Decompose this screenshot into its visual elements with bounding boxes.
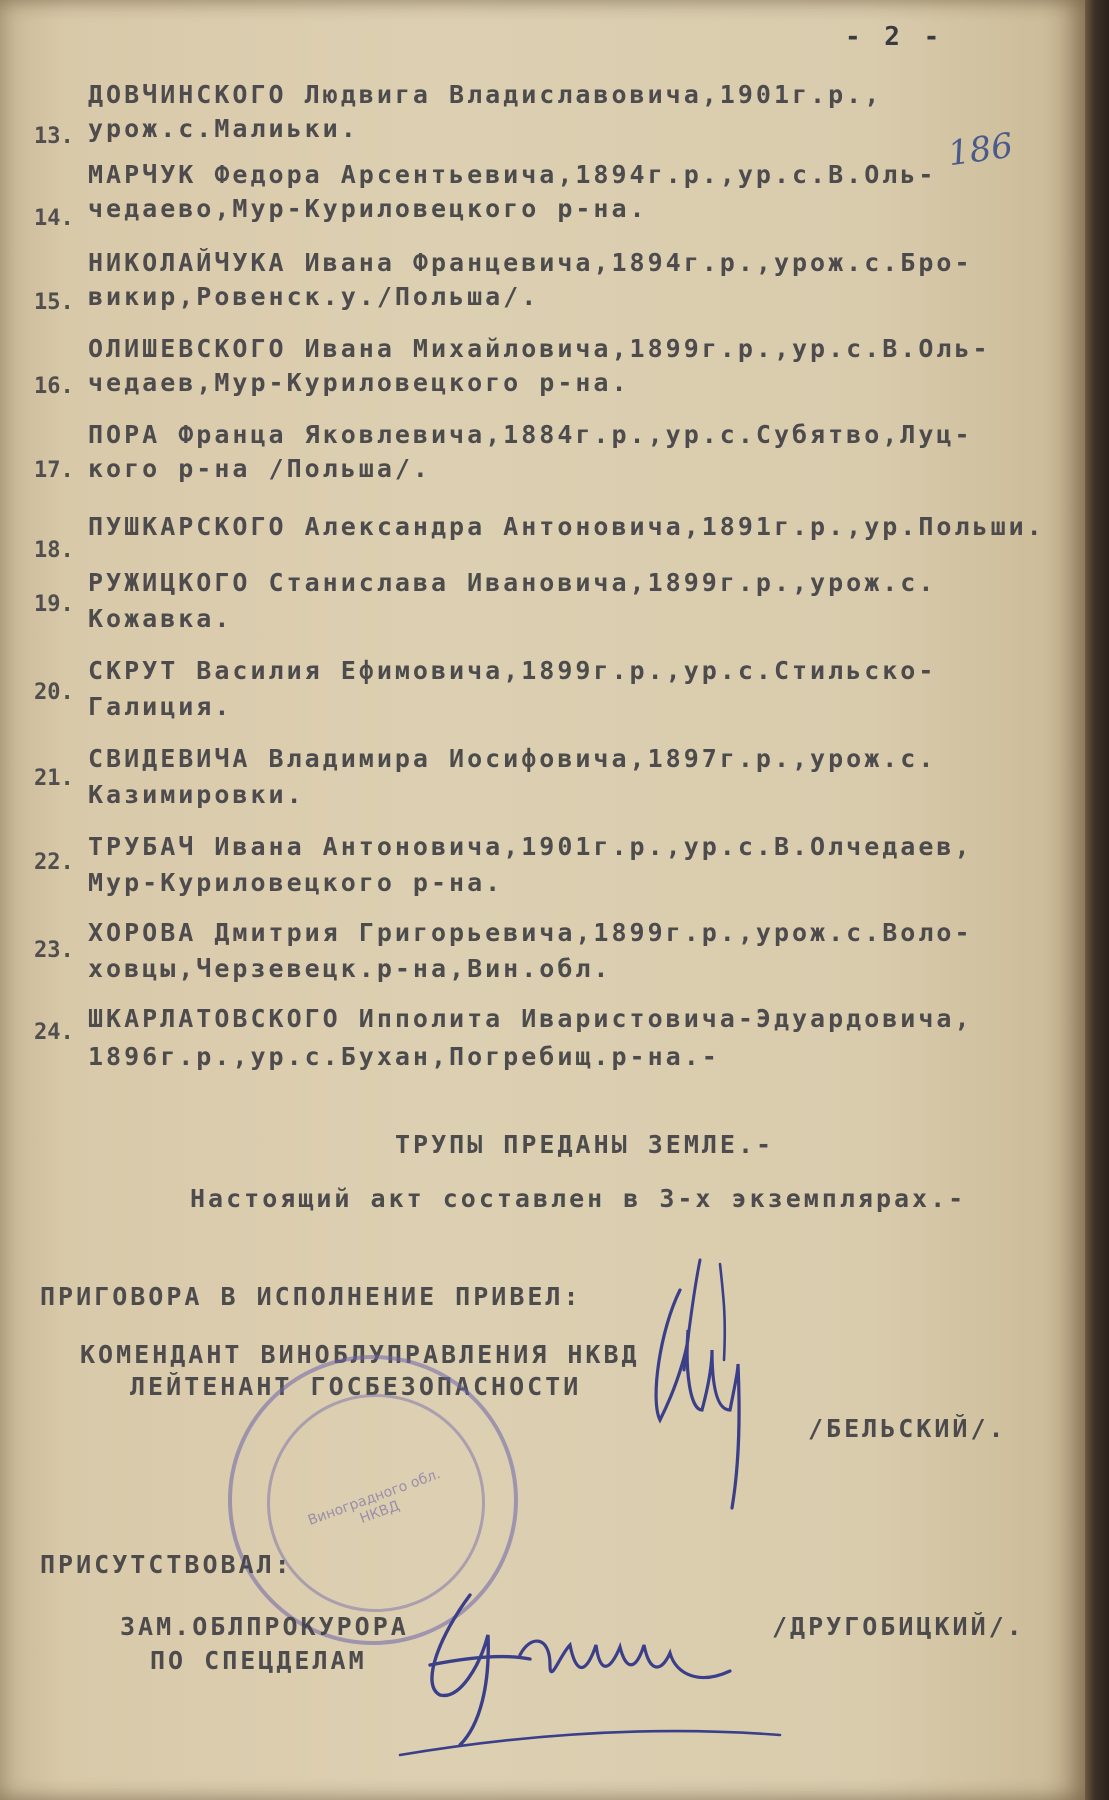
entry-17-number: 17. — [34, 458, 74, 483]
archive-number-note: 186 — [945, 125, 1016, 175]
act-copies-line: Настоящий акт составлен в 3-х экземплярах.- — [190, 1184, 967, 1213]
entry-13-line1: ДОВЧИНСКОГО Людвига Владиславовича,1901г.р., — [88, 80, 883, 109]
witness-title-2: ПО СПЕЦДЕЛАМ — [150, 1646, 367, 1675]
entry-20-line1: СКРУТ Василия Ефимовича,1899г.р.,ур.с.Стильско- — [88, 656, 937, 685]
entry-15-line1: НИКОЛАЙЧУКА Ивана Францевича,1894г.р.,урож.с.Бро- — [88, 248, 973, 277]
page-number: - 2 - — [845, 22, 944, 52]
entry-13-number: 13. — [34, 124, 74, 149]
entry-19-number: 19. — [34, 592, 74, 617]
witness-title-1: ЗАМ.ОБЛПРОКУРОРА — [120, 1612, 409, 1641]
entry-15-line2: викир,Ровенск.у./Польша/. — [88, 282, 540, 311]
entry-23-number: 23. — [34, 938, 74, 963]
entry-21-line2: Казимировки. — [88, 780, 305, 809]
entry-16-number: 16. — [34, 374, 74, 399]
bodies-buried-line: ТРУПЫ ПРЕДАНЫ ЗЕМЛЕ.- — [395, 1130, 775, 1159]
executor-title-2: ЛЕЙТЕНАНТ ГОСБЕЗОПАСНОСТИ — [130, 1372, 582, 1401]
executor-title-1: КОМЕНДАНТ ВИНОБЛУПРАВЛЕНИЯ НКВД — [80, 1340, 640, 1369]
entry-14-number: 14. — [34, 206, 74, 231]
entry-15-number: 15. — [34, 290, 74, 315]
entry-21-line1: СВИДЕВИЧА Владимира Иосифовича,1897г.р.,урож.с. — [88, 744, 937, 773]
entry-20-line2: Галиция. — [88, 692, 233, 721]
book-binding — [1085, 0, 1109, 1800]
entry-18-line1: ПУШКАРСКОГО Александра Антоновича,1891г.р.,ур.Польши. — [88, 512, 1045, 541]
entry-24-line1: ШКАРЛАТОВСКОГО Ипполита Иваристовича-Эдуардовича, — [88, 1004, 973, 1033]
entry-22-number: 22. — [34, 850, 74, 875]
entry-17-line2: кого р-на /Польша/. — [88, 454, 431, 483]
entry-13-line2: урож.с.Малиьки. — [88, 114, 359, 143]
seal-text: Виноградного обл. НКВД — [305, 1466, 443, 1529]
entry-22-line1: ТРУБАЧ Ивана Антоновича,1901г.р.,ур.с.В.Олчедаев, — [88, 832, 973, 861]
entry-20-number: 20. — [34, 680, 74, 705]
entry-16-line1: ОЛИШЕВСКОГО Ивана Михайловича,1899г.р.,ур.с.В.Оль- — [88, 334, 991, 363]
entry-19-line1: РУЖИЦКОГО Станислава Ивановича,1899г.р.,урож.с. — [88, 568, 937, 597]
witness-signature — [400, 1575, 800, 1775]
entry-14-line1: МАРЧУК Федора Арсентьевича,1894г.р.,ур.с.В.Оль- — [88, 160, 937, 189]
executor-heading: ПРИГОВОРА В ИСПОЛНЕНИЕ ПРИВЕЛ: — [40, 1282, 582, 1311]
executor-name: /БЕЛЬСКИЙ/. — [808, 1414, 1007, 1443]
entry-22-line2: Мур-Куриловецкого р-на. — [88, 868, 504, 897]
entry-16-line2: чедаев,Мур-Куриловецкого р-на. — [88, 368, 630, 397]
entry-24-line2: 1896г.р.,ур.с.Бухан,Погребищ.р-на.- — [88, 1042, 720, 1071]
entry-18-number: 18. — [34, 538, 74, 563]
entry-14-line2: чедаево,Мур-Куриловецкого р-на. — [88, 194, 648, 223]
entry-23-line1: ХОРОВА Дмитрия Григорьевича,1899г.р.,урож.с.Воло- — [88, 918, 973, 947]
witness-heading: ПРИСУТСТВОВАЛ: — [40, 1550, 293, 1579]
entry-24-number: 24. — [34, 1020, 74, 1045]
entry-19-line2: Кожавка. — [88, 604, 233, 633]
witness-name: /ДРУГОБИЦКИЙ/. — [772, 1612, 1025, 1641]
executor-signature — [640, 1260, 780, 1520]
entry-23-line2: ховцы,Черзевецк.р-на,Вин.обл. — [88, 954, 612, 983]
entry-17-line1: ПОРА Франца Яковлевича,1884г.р.,ур.с.Субятво,Луц- — [88, 420, 973, 449]
entry-21-number: 21. — [34, 766, 74, 791]
